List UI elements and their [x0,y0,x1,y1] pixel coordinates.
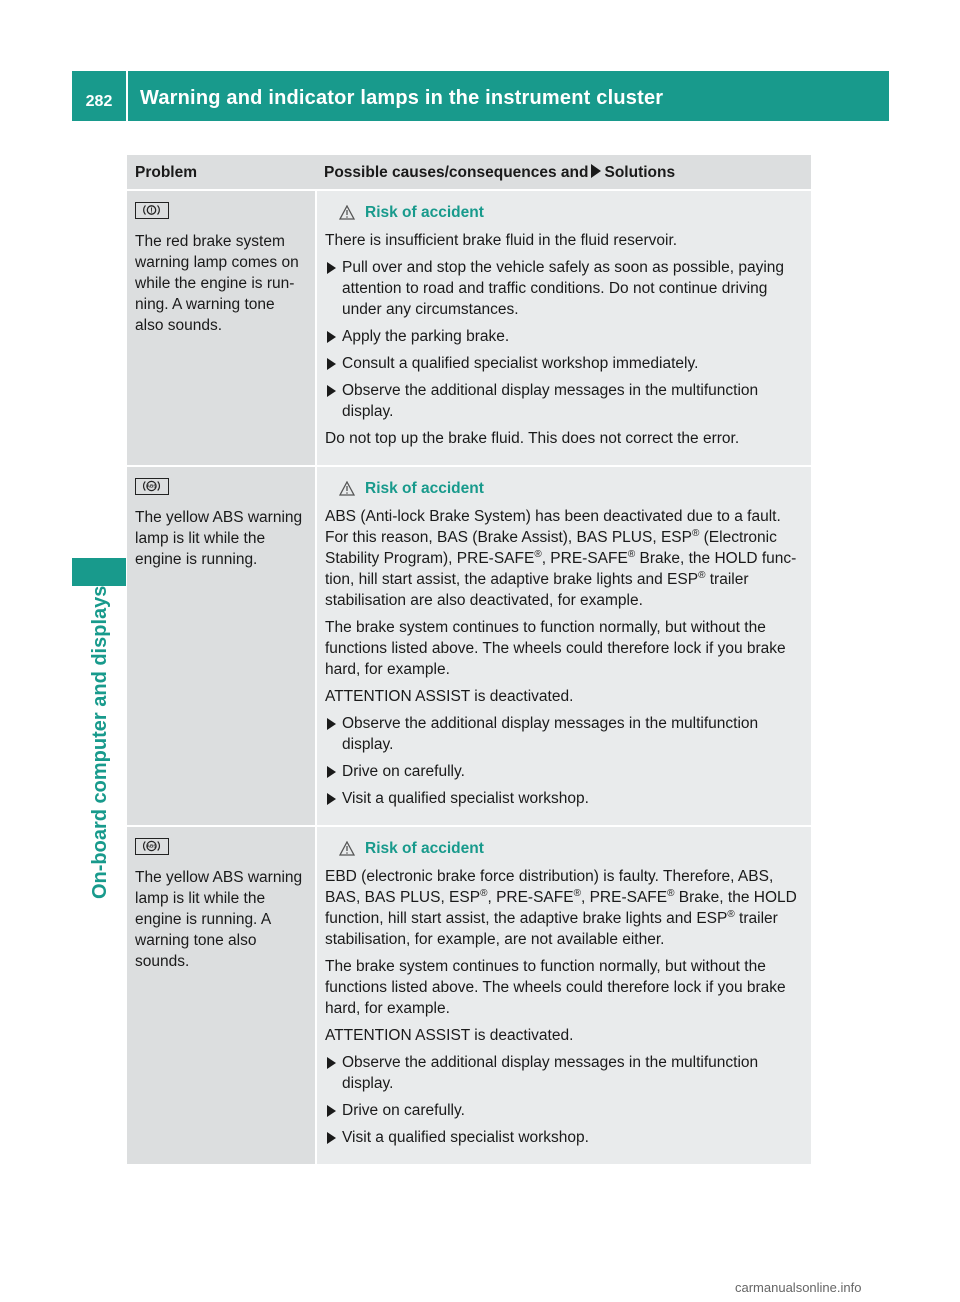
footer-watermark: carmanualsonline.info [735,1280,862,1295]
step-text: Pull over and stop the vehicle safely as soon as possible, paying attention to road and traffic conditions. Do not continue driving under any circumstances. [342,259,785,318]
warning-title: Risk of accident [365,204,484,221]
solution-cell [316,826,811,1165]
step-item [325,788,803,809]
cause-text: ABS (Anti-lock Brake System) has been deactivated due to a fault. For this reason, BAS (Brake Assist), BAS PLUS, ESP® (Electronic Stability Program), PRE-SAFE®, PRE-SAFE® Brake, the HOLD func-tion, hill start assist, the adaptive brake lights and ESP® trailer stabilisation are also deactivated, for example. [325,508,797,609]
step-text: Observe the additional display messages in the multifunction display. [342,1054,759,1092]
warning-heading [325,478,803,499]
page-header [72,71,889,121]
step-arrow-icon [327,1132,336,1144]
step-text: Apply the parking brake. [342,328,510,345]
step-arrow-icon [327,331,336,343]
cause-text: There is insufficient brake fluid in the fluid reservoir. [325,232,678,249]
step-text: Observe the additional display messages in the multifunction display. [342,715,759,753]
arrow-right-icon [591,164,601,178]
step-arrow-icon [327,766,336,778]
problem-text: The yellow ABS warning lamp is lit while the engine is running. A warning tone also sounds. [135,869,303,970]
page-title: Warning and indicator lamps in the instrument cluster [140,86,664,109]
warning-triangle-icon [339,205,355,220]
warning-triangle-icon [339,481,355,496]
step-arrow-icon [327,718,336,730]
step-item [325,380,803,422]
step-text: Visit a qualified specialist workshop. [342,790,589,807]
column-header-solutions [316,155,811,190]
side-tab-label: On-board computer and displays [89,585,111,899]
step-item [325,1052,803,1094]
warning-triangle-icon [339,841,355,856]
warning-title: Risk of accident [365,480,484,497]
table-row [127,466,811,826]
table-header-row [127,155,811,190]
cause-text: ATTENTION ASSIST is deactivated. [325,1027,574,1044]
step-arrow-icon [327,358,336,370]
svg-text:ABS: ABS [146,483,157,489]
cause-text: ATTENTION ASSIST is deactivated. [325,688,574,705]
step-text: Drive on carefully. [342,1102,465,1119]
step-text: Consult a qualified specialist workshop immediately. [342,355,699,372]
warning-title: Risk of accident [365,840,484,857]
cause-text: The brake system continues to function normally, but without the functions listed above. The wheels could therefore lock if you brake hard, for example. [325,958,786,1017]
step-item [325,761,803,782]
problem-cell [127,466,316,826]
step-text: Drive on carefully. [342,763,465,780]
step-arrow-icon [327,262,336,274]
step-item [325,713,803,755]
problem-text: The yellow ABS warning lamp is lit while the engine is running. [135,509,303,568]
step-item [325,353,803,374]
solution-cell [316,190,811,466]
note-text: Do not top up the brake fluid. This does not correct the error. [325,430,740,447]
page-number: 282 [85,93,113,110]
step-arrow-icon [327,793,336,805]
problem-text: The red brake system warning lamp comes on while the engine is run-ning. A warning tone also sounds. [135,233,299,334]
step-arrow-icon [327,1105,336,1117]
step-text: Observe the additional display messages in the multifunction display. [342,382,759,420]
table-row [127,826,811,1165]
step-arrow-icon [327,1057,336,1069]
warning-heading [325,838,803,859]
svg-text:ABS: ABS [146,843,157,849]
step-item [325,257,803,320]
problem-cell [127,190,316,466]
table-row [127,190,811,466]
step-arrow-icon [327,385,336,397]
step-item [325,1100,803,1121]
step-item [325,1127,803,1148]
brake-warning-icon [135,202,169,219]
problem-cell [127,826,316,1165]
solution-cell [316,466,811,826]
cause-text: The brake system continues to function normally, but without the functions listed above. The wheels could therefore lock if you brake hard, for example. [325,619,786,678]
column-header-problem: Problem [127,155,316,190]
step-item [325,326,803,347]
warning-heading [325,202,803,223]
warning-lamp-table [127,155,811,1166]
column-header-solutions-suffix: Solutions [604,163,676,181]
cause-text: EBD (electronic brake force distribution) is faulty. Therefore, ABS, BAS, BAS PLUS, ESP®, PRE-SAFE®, PRE-SAFE® Brake, the HOLD function, hill start assist, the adaptive brake lights and ESP® trailer stabilisation, for example, are not available either. [325,868,797,948]
abs-warning-icon [135,478,169,495]
side-tab-marker [72,558,126,586]
abs-warning-icon [135,838,169,855]
svg-text:!: ! [150,207,153,215]
column-header-solutions-prefix: Possible causes/consequences and [324,163,589,181]
step-text: Visit a qualified specialist workshop. [342,1129,589,1146]
